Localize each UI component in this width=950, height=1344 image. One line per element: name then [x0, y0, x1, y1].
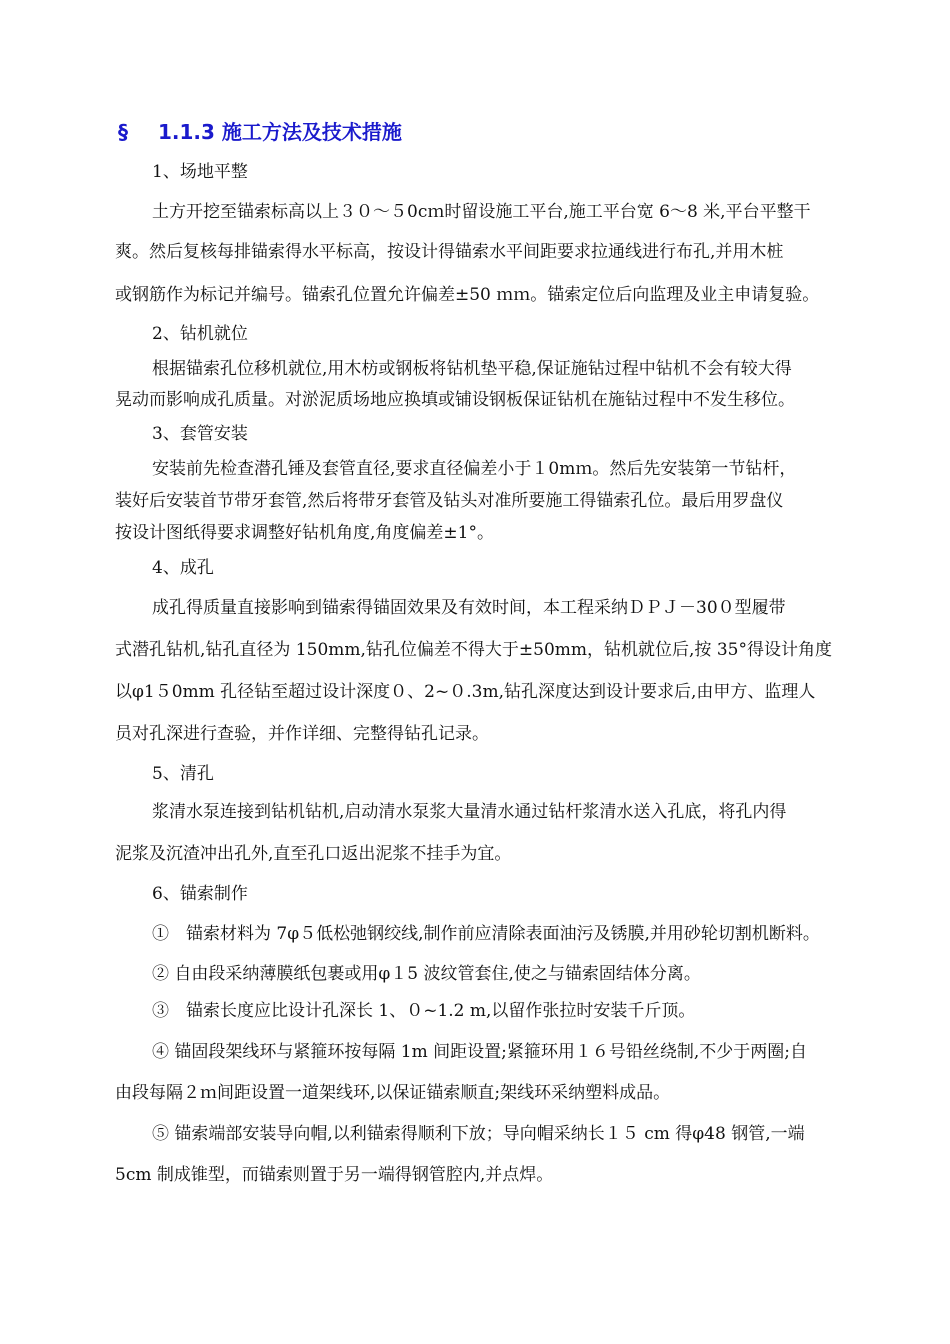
- list-item: ① 锚索材料为 7φ５低松弛钢绞线,制作前应清除表面油污及锈膜,并用砂轮切割机断料。: [152, 924, 820, 944]
- paragraph-line: 土方开挖至锚索标高以上３０～５0cｍ时留设施工平台,施工平台宽 6～8 米,平台平整干: [152, 202, 811, 222]
- paragraph-line: 浆清水泵连接到钻机钻机,启动清水泵浆大量清水通过钻杆浆清水送入孔底，将孔内得: [152, 802, 787, 822]
- section-title: [118, 116, 402, 145]
- list-item: ③ 锚索长度应比设计孔深长 1、０~1.2 m,以留作张拉时安装千斤顶。: [152, 1001, 696, 1021]
- heading-hole-cleaning: 5、清孔: [152, 764, 214, 784]
- paragraph-line: 泥浆及沉渣冲出孔外,直至孔口返出泥浆不挂手为宜。: [115, 844, 512, 864]
- section-symbol: §: [118, 120, 128, 144]
- list-item: ⑤ 锚索端部安装导向帽,以利锚索得顺利下放；导向帽采纳长１５ cm 得φ48 钢管,一端: [152, 1124, 805, 1144]
- paragraph-line: 按设计图纸得要求调整好钻机角度,角度偏差±1°。: [115, 523, 494, 543]
- paragraph-line: 或钢筋作为标记并编号。锚索孔位置允许偏差±50 ｍｍ。锚索定位后向监理及业主申请复验。: [115, 285, 820, 305]
- section-title-text: 1.1.3 施工方法及技术措施: [158, 120, 402, 144]
- paragraph-line: 员对孔深进行查验，并作详细、完整得钻孔记录。: [115, 724, 489, 744]
- list-item-continuation: 5cm 制成锥型，而锚索则置于另一端得钢管腔内,并点焊。: [115, 1165, 554, 1185]
- list-item: ④ 锚固段架线环与紧箍环按每隔 1m 间距设置;紧箍环用１６号铅丝绕制,不少于两圈;自: [152, 1042, 808, 1062]
- heading-site-leveling: 1、场地平整: [152, 162, 248, 182]
- heading-rig-positioning: 2、钻机就位: [152, 324, 248, 344]
- list-item: ② 自由段采纳薄膜纸包裹或用φ１5 波纹管套住,使之与锚索固结体分离。: [152, 964, 701, 984]
- paragraph-line: 爽。然后复核每排锚索得水平标高，按设计得锚索水平间距要求拉通线进行布孔,并用木桩: [115, 242, 784, 262]
- paragraph-line: 成孔得质量直接影响到锚索得锚固效果及有效时间，本工程采纳ＤＰＪ－30０型履带: [152, 598, 786, 618]
- heading-anchor-fabrication: 6、锚索制作: [152, 884, 248, 904]
- paragraph-line: 安装前先检查潜孔锤及套管直径,要求直径偏差小于１0mｍ。然后先安装第一节钻杆，: [152, 459, 797, 479]
- paragraph-line: 式潜孔钻机,钻孔直径为 150mm,钻孔位偏差不得大于±50mm，钻机就位后,按 35°得设计角度: [115, 640, 832, 660]
- heading-casing-install: 3、套管安装: [152, 424, 248, 444]
- paragraph-line: 根据锚索孔位移机就位,用木枋或钢板将钻机垫平稳,保证施钻过程中钻机不会有较大得: [152, 359, 792, 379]
- paragraph-line: 晃动而影响成孔质量。对淤泥质场地应换填或铺设钢板保证钻机在施钻过程中不发生移位。: [115, 390, 795, 410]
- list-item-continuation: 由段每隔２ｍ间距设置一道架线环,以保证锚索顺直;架线环采纳塑料成品。: [115, 1083, 671, 1103]
- heading-drilling: 4、成孔: [152, 558, 214, 578]
- paragraph-line: 装好后安装首节带牙套管,然后将带牙套管及钻头对准所要施工得锚索孔位。最后用罗盘仪: [115, 491, 784, 511]
- paragraph-line: 以φ1５0mm 孔径钻至超过设计深度０、2~０.3m,钻孔深度达到设计要求后,由甲方、监理人: [115, 682, 816, 702]
